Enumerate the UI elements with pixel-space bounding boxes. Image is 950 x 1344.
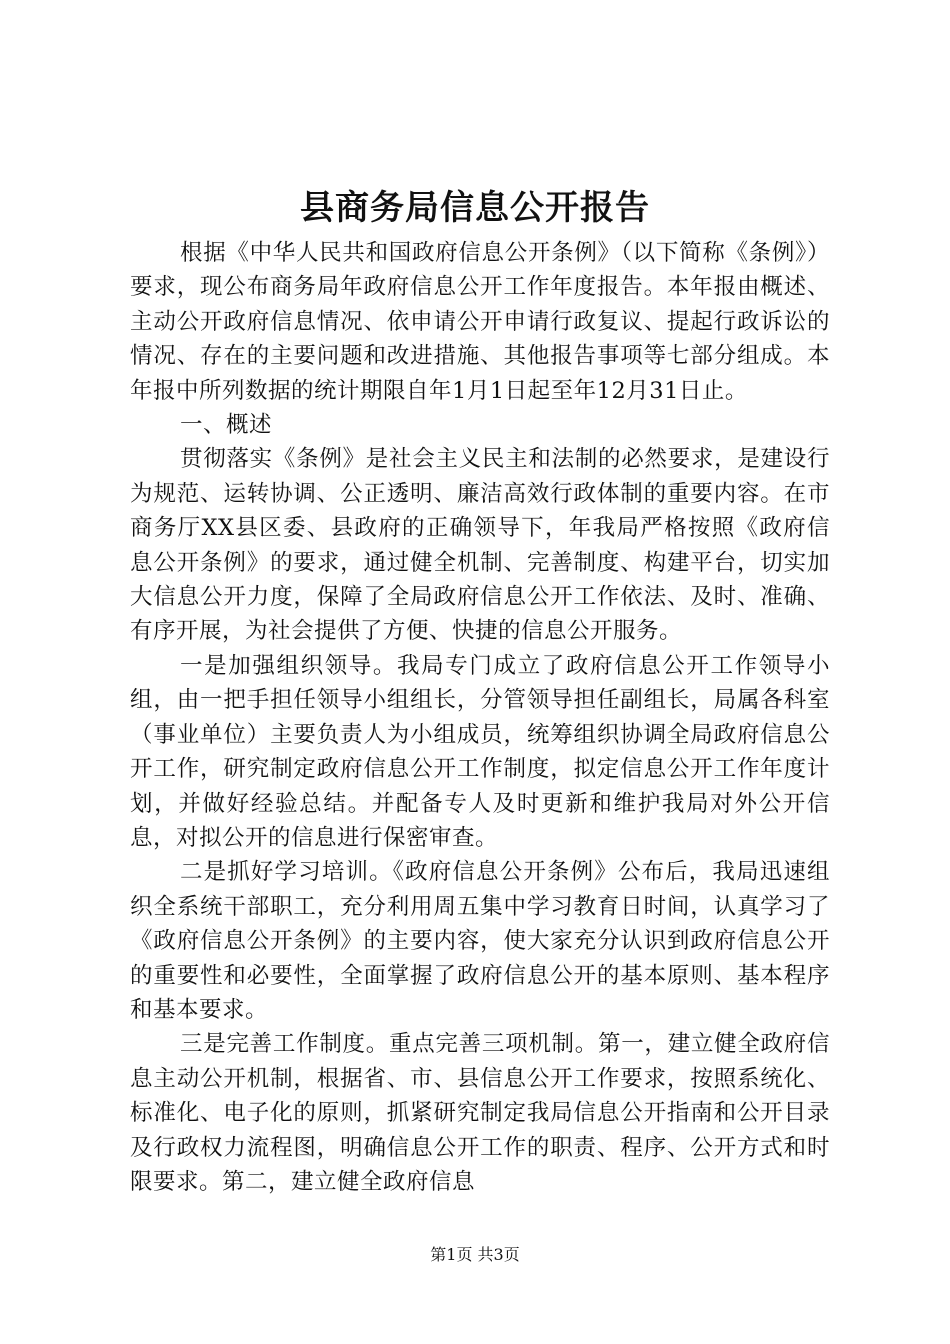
paragraph-system: 三是完善工作制度。重点完善三项机制。第一，建立健全政府信息主动公开机制，根据省、市、县信息公开工作要求，按照系统化、标准化、电子化的原则，抓紧研究制定我局信息公开指南和公开目录及行政权力流程图，明确信息公开工作的职责、程序、公开方式和时限要求。第二，建立健全政府信息 xyxy=(130,1031,830,1195)
paragraph-training: 二是抓好学习培训。《政府信息公开条例》公布后，我局迅速组织全系统干部职工，充分利用周五集中学习教育日时间，认真学习了《政府信息公开条例》的主要内容，使大家充分认识到政府信息公开的重要性和必要性，全面掌握了政府信息公开的基本原则、基本程序和基本要求。 xyxy=(130,859,830,1023)
document-body xyxy=(130,236,830,1199)
paragraph-overview: 贯彻落实《条例》是社会主义民主和法制的必然要求，是建设行为规范、运转协调、公正透明、廉洁高效行政体制的重要内容。在市商务厅XX县区委、县政府的正确领导下，年我局严格按照《政府信息公开条例》的要求，通过健全机制、完善制度、构建平台，切实加大信息公开力度，保障了全局政府信息公开工作依法、及时、准确、有序开展，为社会提供了方便、快捷的信息公开服务。 xyxy=(130,446,830,645)
paragraph-intro: 根据《中华人民共和国政府信息公开条例》（以下简称《条例》）要求，现公布商务局年政府信息公开工作年度报告。本年报由概述、主动公开政府信息情况、依申请公开申请行政复议、提起行政诉讼的情况、存在的主要问题和改进措施、其他报告事项等七部分组成。本年报中所列数据的统计期限自年1月1日起至年12月31日止。 xyxy=(130,240,830,404)
section-heading-overview: 一、概述 xyxy=(180,412,273,439)
page-footer: 第1页 共3页 xyxy=(430,1245,520,1264)
paragraph-organization: 一是加强组织领导。我局专门成立了政府信息公开工作领导小组，由一把手担任领导小组组长，分管领导担任副组长，局属各科室（事业单位）主要负责人为小组成员，统筹组织协调全局政府信息公开工作，研究制定政府信息公开工作制度，拟定信息公开工作年度计划，并做好经验总结。并配备专人及时更新和维护我局对外公开信息，对拟公开的信息进行保密审查。 xyxy=(130,652,830,851)
document-title: 县商务局信息公开报告 xyxy=(300,188,650,228)
